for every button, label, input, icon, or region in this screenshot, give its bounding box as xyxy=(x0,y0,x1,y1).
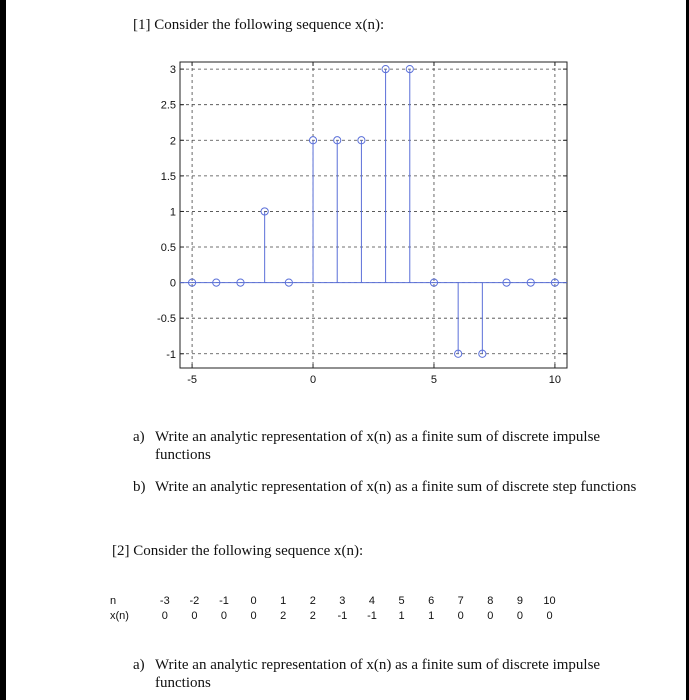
n-value-cell: 6 xyxy=(428,594,435,607)
p2-part-a-label: a) xyxy=(133,657,145,673)
row-x-label: x(n) xyxy=(110,609,129,622)
sequence-row-x xyxy=(110,608,564,623)
y-tick-label: -0.5 xyxy=(157,313,176,326)
n-value-cell: 1 xyxy=(280,594,287,607)
p2-part-a-continuation: functions xyxy=(155,675,211,691)
part-b-label: b) xyxy=(133,479,146,495)
n-value-cell: 5 xyxy=(398,594,405,607)
p2-part-a-text: Write an analytic representation of x(n) as a finite sum of discrete impulse xyxy=(155,657,601,673)
x-value-cell: 0 xyxy=(250,609,257,622)
x-value-cell: -1 xyxy=(337,609,348,622)
n-value-cell: -2 xyxy=(189,594,200,607)
x-value-cell: 0 xyxy=(487,609,494,622)
x-value-cell: -1 xyxy=(367,609,377,622)
n-value-cell: 10 xyxy=(543,594,556,607)
n-value-cell: 3 xyxy=(339,594,346,607)
n-value-cell: 8 xyxy=(487,594,494,607)
x-tick-label: -5 xyxy=(187,374,197,386)
n-value-cell: -3 xyxy=(159,594,170,607)
part-a-text: Write an analytic representation of x(n) as a finite sum of discrete impulse xyxy=(155,429,601,445)
x-value-cell: 0 xyxy=(516,609,523,622)
x-value-cell: 2 xyxy=(280,609,287,622)
x-value-cell: 1 xyxy=(428,609,435,622)
problem-1-part-a xyxy=(133,428,613,464)
x-value-cell: 0 xyxy=(546,609,553,622)
x-tick-label: 0 xyxy=(309,374,317,386)
n-value-cell: -1 xyxy=(219,594,229,607)
y-tick-label: -1 xyxy=(166,348,176,361)
y-tick-label: 1.5 xyxy=(160,170,176,183)
problem-2-part-a xyxy=(133,656,613,692)
x-value-cell: 0 xyxy=(161,609,168,622)
x-value-cell: 0 xyxy=(191,609,198,622)
problem-1-part-b xyxy=(133,478,653,496)
problem-2-title: [2] Consider the following sequence x(n): xyxy=(112,543,364,559)
x-tick-label: 10 xyxy=(548,374,562,386)
n-value-cell: 0 xyxy=(250,594,257,607)
sequence-table xyxy=(110,593,564,623)
sequence-row-n xyxy=(110,593,564,608)
row-n-label: n xyxy=(110,594,117,607)
x-value-cell: 2 xyxy=(309,609,316,622)
axes-box xyxy=(180,62,567,368)
x-value-cell: 0 xyxy=(220,609,228,622)
y-tick-label: 0 xyxy=(169,277,176,290)
x-value-cell: 1 xyxy=(398,609,405,622)
n-value-cell: 9 xyxy=(516,594,523,607)
part-a-label: a) xyxy=(133,429,145,445)
part-a-continuation: functions xyxy=(155,447,211,463)
y-tick-label: 1 xyxy=(169,206,176,219)
y-tick-label: 2 xyxy=(169,135,176,148)
x-tick-label: 5 xyxy=(430,374,438,386)
x-value-cell: 0 xyxy=(457,609,464,622)
n-value-cell: 4 xyxy=(368,594,376,607)
y-tick-label: 2.5 xyxy=(160,99,176,112)
problem-1-title: [1] Consider the following sequence x(n): xyxy=(133,17,385,33)
y-tick-label: 3 xyxy=(169,64,176,77)
n-value-cell: 7 xyxy=(457,594,464,607)
n-value-cell: 2 xyxy=(309,594,316,607)
part-b-text: Write an analytic representation of x(n) as a finite sum of discrete step functions xyxy=(155,479,637,495)
y-tick-label: 0.5 xyxy=(160,242,176,255)
